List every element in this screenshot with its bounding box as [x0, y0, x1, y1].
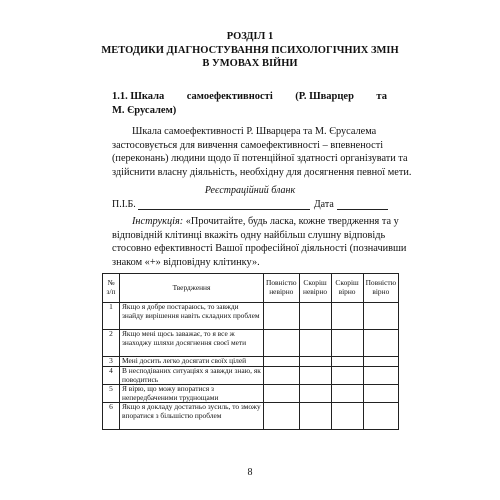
- page-number: 8: [247, 467, 253, 478]
- section-word: та: [376, 91, 387, 102]
- paragraph-line: застосовується для вивчення самоефективності – впевненості: [112, 139, 384, 151]
- chapter-title-line-1: МЕТОДИКИ ДІАГНОСТУВАННЯ ПСИХОЛОГІЧНИХ ЗМІН: [101, 44, 399, 56]
- answer-cell[interactable]: [264, 367, 300, 385]
- row-statement: Якщо я добре постараюсь, то завжди знайду вирішення навіть складних проблем: [120, 303, 264, 330]
- answer-cell[interactable]: [331, 303, 363, 330]
- table-row: [103, 330, 399, 357]
- row-statement: Я вірю, що можу впоратися з непередбаченими труднощами: [120, 385, 264, 403]
- answer-cell[interactable]: [264, 303, 300, 330]
- section-heading: [112, 90, 387, 118]
- paragraph-line: здійснити власну діяльність, необхідну для досягнення певної мети.: [112, 166, 412, 178]
- date-field[interactable]: [337, 199, 388, 210]
- row-number: 6: [103, 403, 120, 430]
- paragraph-line: Шкала самоефективності Р. Шварцера та М. Єрусалема: [132, 126, 377, 137]
- instruction-text: знаком «+» відповідну клітинку».: [112, 256, 260, 268]
- instruction-text: стосовно ефективності Вашої професійної діяльності (позначивши: [112, 243, 407, 255]
- header-fully-true: Повністю вірно: [363, 274, 399, 303]
- answer-cell[interactable]: [363, 330, 399, 357]
- row-number: 4: [103, 367, 120, 385]
- row-statement: Якщо мені щось заважає, то я все ж знаходжу шляхи досягнення своєї мети: [120, 330, 264, 357]
- row-number: 1: [103, 303, 120, 330]
- answer-cell[interactable]: [264, 330, 300, 357]
- row-number: 3: [103, 357, 120, 367]
- answer-cell[interactable]: [331, 367, 363, 385]
- answer-cell[interactable]: [299, 330, 331, 357]
- answer-cell[interactable]: [299, 403, 331, 430]
- name-label: П.І.Б.: [112, 199, 136, 210]
- name-date-row: [112, 199, 388, 210]
- answer-cell[interactable]: [331, 403, 363, 430]
- table-row: [103, 303, 399, 330]
- header-number: № з/п: [103, 274, 120, 303]
- answer-cell[interactable]: [299, 357, 331, 367]
- table-header-row: [103, 274, 399, 303]
- row-number: 2: [103, 330, 120, 357]
- row-statement: Якщо я докладу достатньо зусиль, то зможу впоратися з більшістю проблем: [120, 403, 264, 430]
- instruction-text: відповідній клітинці вкажіть одну найбільш слушну відповідь: [112, 229, 386, 241]
- answer-cell[interactable]: [363, 303, 399, 330]
- chapter-title-line-2: В УМОВАХ ВІЙНИ: [202, 58, 298, 69]
- instruction-paragraph: [112, 215, 407, 269]
- section-heading-line-2: М. Єрусалем): [112, 105, 177, 116]
- row-number: 5: [103, 385, 120, 403]
- section-word: (Р. Шварцер: [295, 91, 354, 102]
- answer-cell[interactable]: [363, 385, 399, 403]
- header-rather-true: Скоріш вірно: [331, 274, 363, 303]
- instruction-label: Інструкція:: [132, 216, 184, 227]
- header-fully-false: Повністю невірно: [264, 274, 300, 303]
- form-title: Реєстраційний бланк: [204, 185, 296, 196]
- header-rather-false: Скоріш невірно: [299, 274, 331, 303]
- paragraph-line: (переконань) людини щодо її потенційної здатності організувати та: [112, 153, 408, 165]
- answer-cell[interactable]: [264, 385, 300, 403]
- answer-cell[interactable]: [264, 403, 300, 430]
- chapter-number: РОЗДІЛ 1: [226, 31, 274, 42]
- questionnaire-table: [102, 273, 399, 430]
- answer-cell[interactable]: [331, 357, 363, 367]
- header-statement: Твердження: [120, 274, 264, 303]
- section-word: 1.1. Шкала: [112, 91, 165, 102]
- answer-cell[interactable]: [264, 357, 300, 367]
- table-row: [103, 367, 399, 385]
- table-row: [103, 357, 399, 367]
- chapter-heading: [0, 30, 500, 71]
- instruction-text: «Прочитайте, будь ласка, кожне твердження та у: [185, 216, 399, 227]
- answer-cell[interactable]: [331, 330, 363, 357]
- answer-cell[interactable]: [331, 385, 363, 403]
- row-statement: В несподіваних ситуаціях я завжди знаю, як поводитись: [120, 367, 264, 385]
- answer-cell[interactable]: [299, 385, 331, 403]
- answer-cell[interactable]: [363, 357, 399, 367]
- intro-paragraph: [112, 125, 412, 179]
- answer-cell[interactable]: [299, 303, 331, 330]
- row-statement: Мені досить легко досягати своїх цілей: [120, 357, 264, 367]
- answer-cell[interactable]: [363, 367, 399, 385]
- date-label: Дата: [313, 199, 334, 210]
- table-row: [103, 403, 399, 430]
- section-word: самоефективності: [186, 91, 273, 102]
- table-row: [103, 385, 399, 403]
- answer-cell[interactable]: [363, 403, 399, 430]
- name-field[interactable]: [138, 199, 310, 210]
- answer-cell[interactable]: [299, 367, 331, 385]
